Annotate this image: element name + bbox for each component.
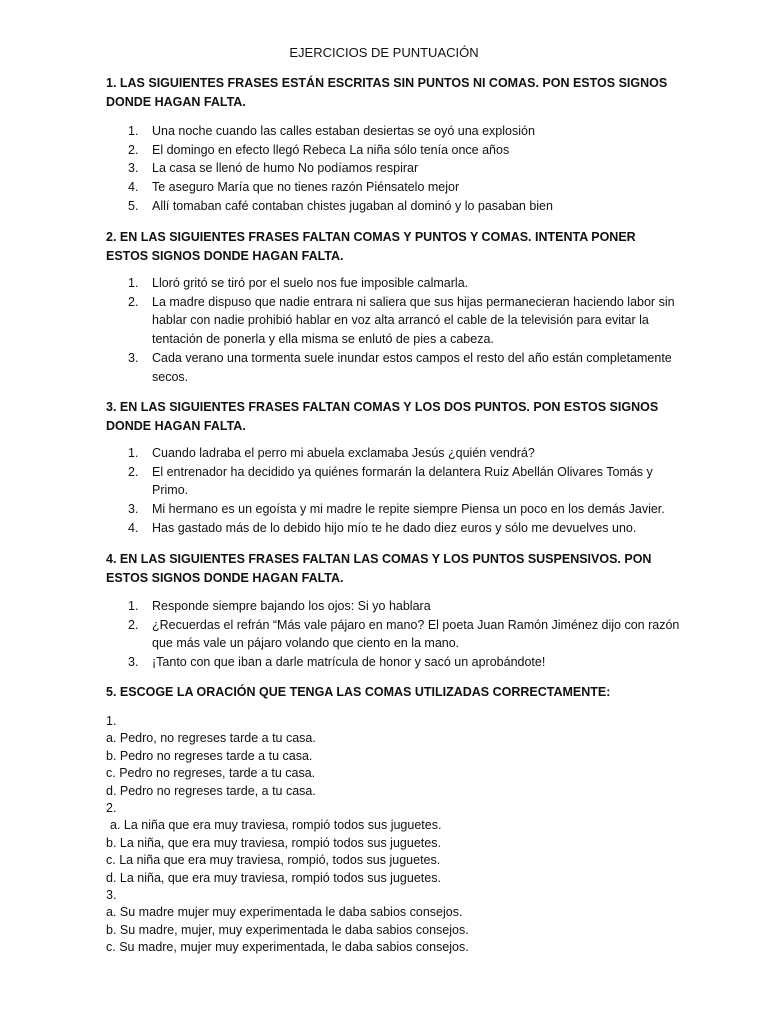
question-number: 1.: [106, 714, 117, 728]
section-3-heading: 3. EN LAS SIGUIENTES FRASES FALTAN COMAS Y LOS DOS PUNTOS. PON ESTOS SIGNOS DONDE HAGAN FALTA.: [106, 400, 659, 433]
section-5-options: [106, 713, 681, 957]
question-number: 2.: [106, 801, 117, 816]
item-text: Allí tomaban café contaban chistes jugaban al dominó y lo pasaban bien: [152, 198, 553, 213]
list-item: [106, 519, 681, 538]
list-item: [106, 463, 681, 500]
item-text: El entrenador ha decidido ya quiénes formarán la delantera Ruiz Abellán Olivares Tomás y Primo.: [152, 464, 653, 498]
section-2-list: [106, 274, 681, 386]
item-number: 1.: [128, 446, 139, 460]
list-item: [106, 616, 681, 653]
item-number: 2.: [128, 142, 139, 157]
list-item: [106, 349, 681, 386]
section-4-list: [106, 597, 681, 672]
document-title: EJERCICIOS DE PUNTUACIÓN: [289, 45, 479, 60]
section-1-list: [106, 122, 681, 216]
list-item: [106, 444, 681, 463]
item-text: Responde siempre bajando los ojos: Si yo hablara: [152, 599, 431, 613]
item-text: Lloró gritó se tiró por el suelo nos fue imposible calmarla.: [152, 276, 469, 290]
item-number: 3.: [128, 161, 139, 176]
item-number: 1.: [128, 124, 139, 138]
list-item: [106, 197, 681, 216]
option-line: a. Su madre mujer muy experimentada le daba sabios consejos.: [106, 905, 463, 920]
option-line: b. Su madre, mujer, muy experimentada le daba sabios consejos.: [106, 922, 469, 937]
item-number: 1.: [128, 276, 139, 290]
section-4-heading: 4. EN LAS SIGUIENTES FRASES FALTAN LAS COMAS Y LOS PUNTOS SUSPENSIVOS. PON ESTOS SIGNOS DONDE HAGAN FALTA.: [106, 552, 652, 585]
item-number: 1.: [128, 599, 139, 613]
section-1-heading: 1. LAS SIGUIENTES FRASES ESTÁN ESCRITAS SIN PUNTOS NI COMAS. PON ESTOS SIGNOS DONDE HAGAN FALTA.: [106, 76, 668, 109]
item-text: Cada verano una tormenta suele inundar estos campos el resto del año están completamente secos.: [152, 350, 672, 384]
option-line: b. La niña, que era muy traviesa, rompió todos sus juguetes.: [106, 835, 441, 850]
option-line: c. La niña que era muy traviesa, rompió, todos sus juguetes.: [106, 853, 441, 868]
item-text: Una noche cuando las calles estaban desiertas se oyó una explosión: [152, 124, 535, 138]
list-item: [106, 178, 681, 197]
list-item: [106, 500, 681, 519]
item-text: La casa se llenó de humo No podíamos respirar: [152, 161, 419, 176]
option-line: a. La niña que era muy traviesa, rompió todos sus juguetes.: [110, 818, 442, 833]
item-number: 3.: [128, 655, 139, 670]
list-item: [106, 122, 681, 141]
section-5-heading: 5. ESCOGE LA ORACIÓN QUE TENGA LAS COMAS UTILIZADAS CORRECTAMENTE:: [106, 685, 611, 699]
list-item: [106, 653, 681, 672]
item-text: ¿Recuerdas el refrán “Más vale pájaro en mano? El poeta Juan Ramón Jiménez dijo con razón que más vale un pájaro volando que ciento en la mano.: [152, 617, 680, 651]
item-number: 2.: [128, 617, 139, 632]
item-text: El domingo en efecto llegó Rebeca La niña sólo tenía once años: [152, 142, 510, 157]
option-line: b. Pedro no regreses tarde a tu casa.: [106, 748, 313, 763]
item-number: 2.: [128, 464, 139, 479]
section-2-heading: 2. EN LAS SIGUIENTES FRASES FALTAN COMAS Y PUNTOS Y COMAS. INTENTA PONER ESTOS SIGNOS DONDE HAGAN FALTA.: [106, 230, 636, 263]
option-line: c. Pedro no regreses, tarde a tu casa.: [106, 766, 316, 781]
question-number: 3.: [106, 888, 117, 903]
option-line: c. Su madre, mujer muy experimentada, le daba sabios consejos.: [106, 940, 469, 955]
item-text: Cuando ladraba el perro mi abuela exclamaba Jesús ¿quién vendrá?: [152, 446, 535, 460]
list-item: [106, 141, 681, 160]
item-number: 4.: [128, 180, 139, 195]
list-item: [106, 274, 681, 293]
item-number: 4.: [128, 520, 139, 535]
item-text: Mi hermano es un egoísta y mi madre le repite siempre Piensa un poco en los demás Javier.: [152, 502, 665, 517]
item-number: 3.: [128, 350, 139, 365]
item-number: 2.: [128, 294, 139, 309]
item-text: Has gastado más de lo debido hijo mío te he dado diez euros y sólo me devuelves uno.: [152, 520, 637, 535]
item-number: 5.: [128, 198, 139, 213]
item-text: La madre dispuso que nadie entrara ni saliera que sus hijas permanecieran haciendo labor sin hablar con nadie prohibió hablar en voz alta arrancó el cable de la televisión para evitar la tentación de ponerla y ella misma se enlutó de pies a cabeza.: [152, 294, 675, 347]
item-text: Te aseguro María que no tienes razón Piénsatelo mejor: [152, 180, 460, 195]
list-item: [106, 159, 681, 178]
section-3-list: [106, 444, 681, 538]
list-item: [106, 293, 681, 349]
option-line: a. Pedro, no regreses tarde a tu casa.: [106, 731, 316, 746]
item-text: ¡Tanto con que iban a darle matrícula de honor y sacó un aprobándote!: [152, 655, 546, 670]
item-number: 3.: [128, 502, 139, 517]
list-item: [106, 597, 681, 616]
option-line: d. Pedro no regreses tarde, a tu casa.: [106, 783, 316, 798]
option-line: d. La niña, que era muy traviesa, rompió todos sus juguetes.: [106, 870, 441, 885]
